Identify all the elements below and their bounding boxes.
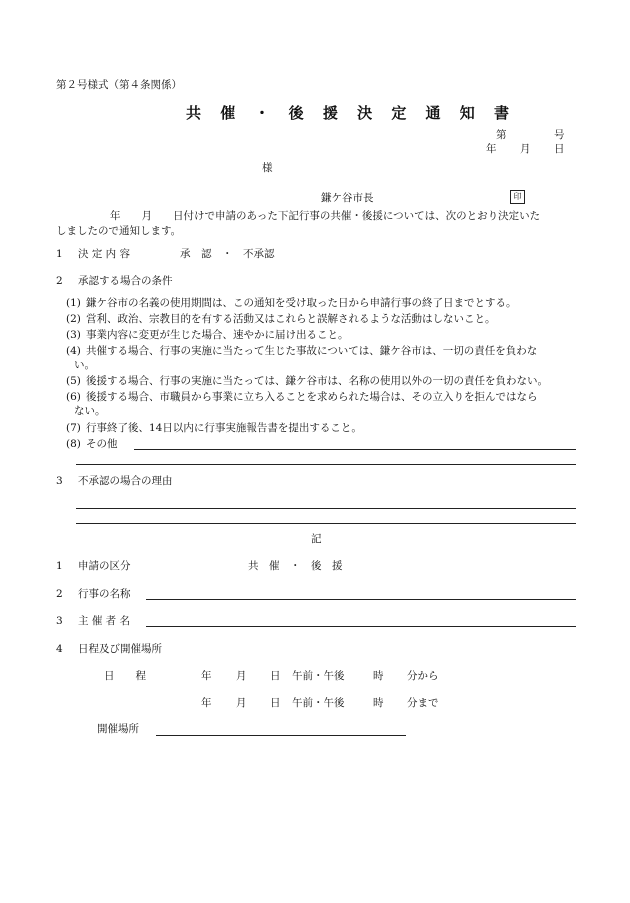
row2-ampm: 午前・午後 xyxy=(292,697,345,709)
other-conditions-line-1[interactable] xyxy=(134,449,576,450)
cond-6-text: 後援する場合、市職員から事業に立ち入ることを求められた場合は、その立入りを拒んではなら xyxy=(86,391,538,403)
cond-7-text: 行事終了後、14日以内に行事実施報告書を提出すること。 xyxy=(86,422,362,434)
row1-month: 月 xyxy=(236,670,247,682)
row2-tail: 分まで xyxy=(407,697,439,709)
cond-6-text-cont: ない。 xyxy=(74,405,106,417)
cond-4-num: (4) xyxy=(66,345,81,357)
cond-1-text: 鎌ケ谷市の名義の使用期間は、この通知を受け取った日から申請行事の終了日までとする。 xyxy=(86,297,517,309)
cond-8-text: その他 xyxy=(86,438,118,450)
sec2-label: 承認する場合の条件 xyxy=(78,275,173,287)
ref-go: 号 xyxy=(554,129,565,141)
app2-label: 行事の名称 xyxy=(78,588,131,600)
date-month: 月 xyxy=(520,143,531,155)
date-year: 年 xyxy=(486,143,497,155)
sec2-num: 2 xyxy=(56,275,63,287)
form-label: 第２号様式（第４条関係） xyxy=(56,79,182,91)
app4-label: 日程及び開催場所 xyxy=(78,643,162,655)
row2-year: 年 xyxy=(201,697,212,709)
other-conditions-line-2[interactable] xyxy=(76,464,576,465)
venue-line[interactable] xyxy=(156,735,406,736)
sec1-label: 決 定 内 容 xyxy=(78,248,131,260)
venue-label: 開催場所 xyxy=(97,723,139,735)
rejection-reason-line-2[interactable] xyxy=(76,523,576,524)
organizer-name-line[interactable] xyxy=(146,626,576,627)
app3-num: 3 xyxy=(56,615,63,627)
cond-5-num: (5) xyxy=(66,375,81,387)
cond-3-num: (3) xyxy=(66,329,81,341)
intro-line-1: 年 月 日付けで申請のあった下記行事の共催・後援については、次のとおり決定いた xyxy=(110,210,541,222)
cond-3-text: 事業内容に変更が生じた場合、速やかに届け出ること。 xyxy=(86,329,349,341)
sec3-label: 不承認の場合の理由 xyxy=(78,475,173,487)
cond-1-num: (1) xyxy=(66,297,81,309)
app4-num: 4 xyxy=(56,643,63,655)
cond-2-num: (2) xyxy=(66,313,81,325)
issuer-name: 鎌ケ谷市長 xyxy=(321,192,374,204)
app1-label: 申請の区分 xyxy=(78,560,131,572)
sec1-num: 1 xyxy=(56,248,63,260)
row1-day: 日 xyxy=(270,670,281,682)
row2-day: 日 xyxy=(270,697,281,709)
row2-hour: 時 xyxy=(373,697,384,709)
addressee-suffix: 様 xyxy=(262,162,273,174)
ki-heading: 記 xyxy=(311,533,322,545)
seal-mark: 印 xyxy=(510,190,525,204)
cond-8-num: (8) xyxy=(66,438,81,450)
row1-ampm: 午前・午後 xyxy=(292,670,345,682)
app2-num: 2 xyxy=(56,588,63,600)
row1-tail: 分から xyxy=(407,670,439,682)
cond-2-text: 営利、政治、宗教目的を有する活動又はこれらと誤解されるような活動はしないこと。 xyxy=(86,313,496,325)
cond-4-text: 共催する場合、行事の実施に当たって生じた事故については、鎌ケ谷市は、一切の責任を負わな xyxy=(86,345,538,357)
document-title: 共 催 ・ 後 援 決 定 通 知 書 xyxy=(186,104,517,122)
cond-7-num: (7) xyxy=(66,422,81,434)
app3-label: 主 催 者 名 xyxy=(78,615,131,627)
ref-dai: 第 xyxy=(496,129,507,141)
intro-line-2: しましたので通知します。 xyxy=(56,225,182,237)
event-name-line[interactable] xyxy=(146,599,576,600)
rejection-reason-line-1[interactable] xyxy=(76,508,576,509)
row2-month: 月 xyxy=(236,697,247,709)
schedule-label: 日 程 xyxy=(104,670,146,682)
row1-hour: 時 xyxy=(373,670,384,682)
row1-year: 年 xyxy=(201,670,212,682)
cond-4-text-cont: い。 xyxy=(74,359,95,371)
cond-5-text: 後援する場合、行事の実施に当たっては、鎌ケ谷市は、名称の使用以外の一切の責任を負わない。 xyxy=(86,375,548,387)
sec1-options: 承 認 ・ 不承認 xyxy=(180,248,275,260)
sec3-num: 3 xyxy=(56,475,63,487)
date-day: 日 xyxy=(554,143,565,155)
app1-num: 1 xyxy=(56,560,63,572)
cond-6-num: (6) xyxy=(66,391,81,403)
app1-options: 共 催 ・ 後 援 xyxy=(248,560,343,572)
